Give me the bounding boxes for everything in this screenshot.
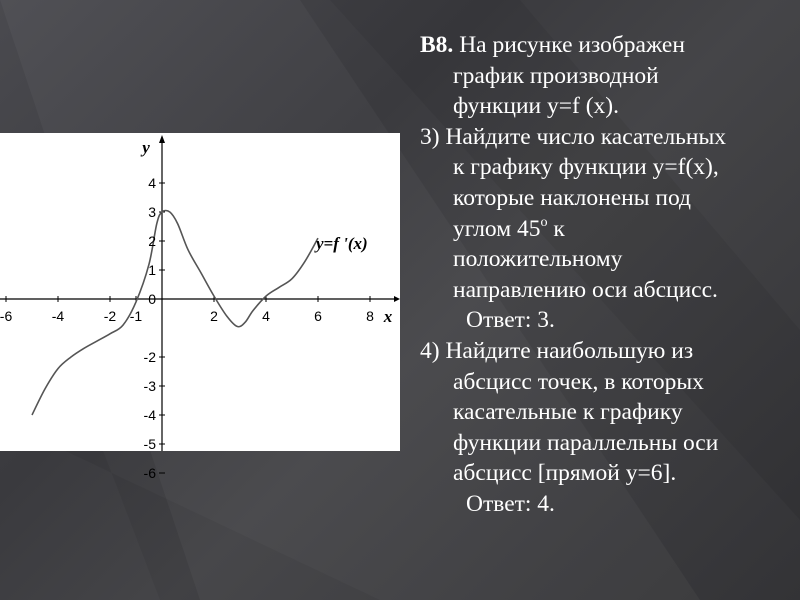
x-tick-label: 4 [262,308,270,324]
x-tick-label: 2 [210,308,218,324]
x-tick-label: 8 [366,308,374,324]
task3-line-1: 3) Найдите число касательных [420,123,727,150]
y-tick-label: -2 [143,349,156,365]
intro-line-3: функции y=f (x). [453,93,619,120]
series-label: y=f '(x) [316,234,368,253]
y-axis-label: y [142,138,150,157]
task3-line-6: направлению оси абсцисс. [453,276,718,303]
derivative-chart [0,133,400,481]
task4-line-5: абсцисс [прямой y=6]. [453,460,677,487]
intro-line-1: На рисунке изображен [459,32,685,58]
degree-mark: о [540,213,548,230]
x-axis-label: x [383,307,393,326]
derivative-graph-panel [0,133,400,481]
question-number: B8. [420,32,454,58]
task3-angle-text: углом 45 [453,215,541,242]
task4-answer: Ответ: 4. [466,490,555,517]
y-tick-label: 3 [148,204,156,220]
x-tick-label: 6 [314,308,322,324]
task3-angle-suffix: к [547,215,565,242]
derivative-curve [32,211,318,415]
y-tick-label: -5 [143,436,156,452]
y-tick-label: 0 [148,291,156,307]
y-tick-label: -3 [143,378,156,394]
task3-line-2: к графику функции y=f(x), [453,154,719,181]
task4-line-1: 4) Найдите наибольшую из [420,337,694,364]
intro-line-2: график производной [453,62,659,89]
question-intro [420,30,792,61]
task4-line-2: абсцисс точек, в которых [453,368,704,395]
y-tick-label: 4 [148,175,156,191]
task3-line-4 [420,214,792,245]
y-tick-label: 2 [148,233,156,249]
y-tick-label: 1 [148,262,156,278]
x-axis-arrow [394,296,400,302]
x-tick-label: -2 [103,308,117,324]
task3-line-5: положительному [453,246,623,273]
x-tick-label: -4 [51,308,65,324]
task4-line-3: касательные к графику [453,399,683,426]
x-tick-label: -1 [129,308,143,324]
problem-text [420,30,792,520]
x-tick-label: -6 [0,308,13,324]
task3-answer: Ответ: 3. [466,307,555,334]
y-axis-arrow [159,135,165,143]
y-tick-label: -6 [143,465,156,481]
task3-line-3: которые наклонены под [453,184,691,211]
task4-line-4: функции параллельны оси [453,429,719,456]
y-tick-label: -4 [143,407,156,423]
